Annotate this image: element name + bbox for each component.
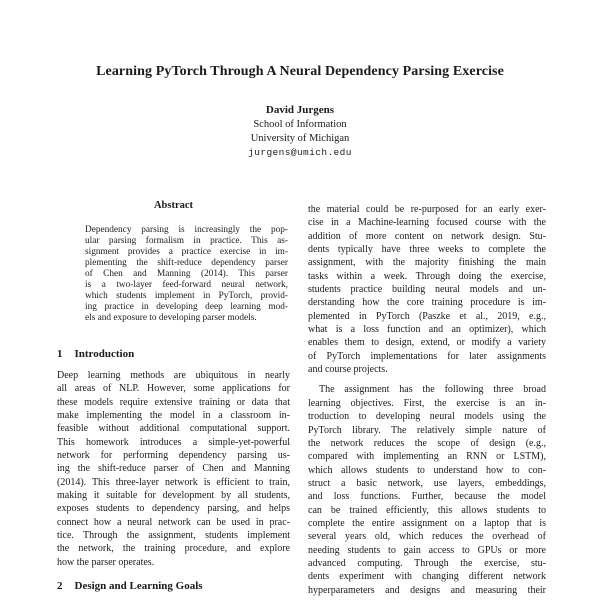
author-affiliation-line2: University of Michigan (250, 132, 350, 144)
right-column (308, 203, 546, 597)
section-1-title: Introduction (74, 348, 135, 360)
abstract-heading: Abstract (153, 200, 194, 211)
paper-title: Learning PyTorch Through A Neural Dependency Parsing Exercise (96, 64, 504, 79)
section-2-title: Design and Learning Goals (74, 580, 203, 593)
abstract-body: Dependency parsing is increasingly the pop- ular parsing formalism in practice. This as- signment provides a practice exercise in im- plementing the shift-reduce dependency parser of Chen and Manning (2014). This parser is a two-layer feed-forward neural network, which students implement in PyTorch, provid- ing practice in developing deep learning mod- els and exposure to developing parser models. (85, 225, 288, 323)
author-affiliation-line1: School of Information (253, 118, 347, 130)
section-1-heading (57, 348, 290, 360)
right-column-paragraph-1: the material could be re-purposed for an early exer- cise in a Machine-learning focused course with the addition of more content on network design. Stu- dents typically have three weeks to complete the assignment, with the majority finishing the main tasks within a week. Through doing the exercise, students practice building neural models and un- derstanding how the core training procedure is im- plemented in PyTorch (Paszke et al., 2019, e.g., what is a loss function and an optimizer), which enables them to design, extend, or modify a variety of PyTorch implementations for later assignments and course projects. (308, 204, 546, 376)
author-name: David Jurgens (265, 104, 335, 116)
section-2-heading (57, 580, 290, 592)
right-column-paragraph-2: The assignment has the following three broad learning objectives. First, the exercise is an in- troduction to developing neural models using the PyTorch library. The relatively simple nature of the network reduces the scope of design (e.g., compared with implementing an RNN or LSTM), which allows students to understand how to con- struct a basic network, use layers, embeddings, and loss functions. Further, because the model can be trained efficiently, this allows students to complete the entire assignment on a laptop that is several years old, which reduces the overhead of needing students to gain access to GPUs or more advanced computing. Through the exercise, stu- dents experiment with changing different network hyperparameters and designs and measuring their (308, 384, 546, 596)
left-column (57, 200, 290, 592)
author-email: jurgens@umich.edu (248, 147, 352, 159)
section-1-paragraph: Deep learning methods are ubiquitous in nearly all areas of NLP. However, some applications for these models require extensive training or data that make implementing the model in a classroom in- feasible without additional computational support. This homework introduces a simple-yet-powerful network for performing dependency parsing us- ing the shift-reduce parser of Chen and Manning (2014). This three-layer network is efficient to train, making it suitable for development by all students, exposes students to dependency parsing, and helps connect how a neural network can be used in prac- tice. Through the assignment, students implement the network, the training procedure, and explore how the parser operates. (57, 370, 290, 568)
author-block (0, 104, 600, 160)
section-1-number: 1 (57, 348, 63, 360)
section-2-number: 2 (57, 580, 63, 593)
